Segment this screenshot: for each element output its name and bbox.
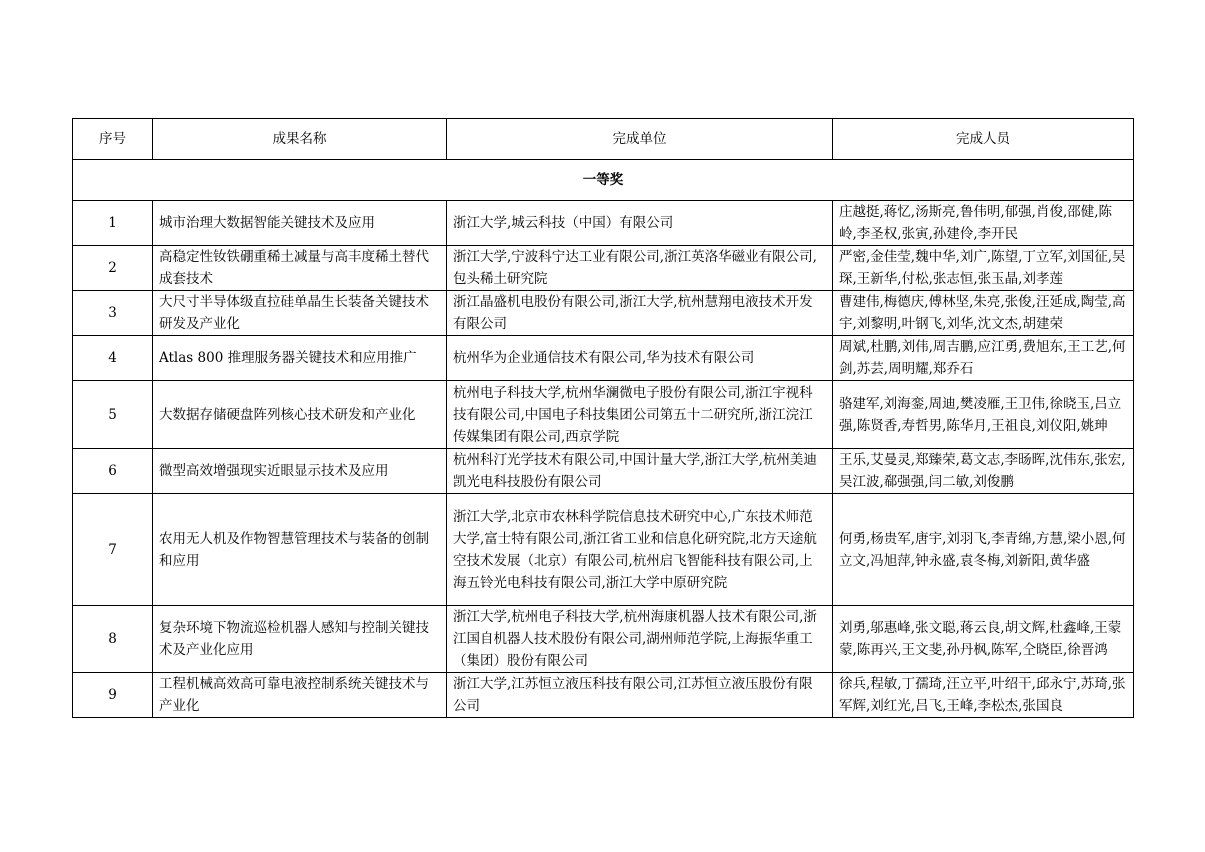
row-unit: 杭州科汀光学技术有限公司,中国计量大学,浙江大学,杭州美迪凯光电科技股份有限公司 [447, 449, 833, 494]
row-unit: 浙江大学,城云科技（中国）有限公司 [447, 201, 833, 246]
row-name: 微型高效增强现实近眼显示技术及应用 [153, 449, 447, 494]
row-name: 大尺寸半导体级直拉硅单晶生长装备关键技术研发及产业化 [153, 291, 447, 336]
header-people: 完成人员 [833, 119, 1134, 160]
row-name: 大数据存储硬盘阵列核心技术研发和产业化 [153, 381, 447, 449]
row-no: 5 [73, 381, 153, 449]
row-name: 复杂环境下物流巡检机器人感知与控制关键技术及产业化应用 [153, 606, 447, 673]
row-people: 周斌,杜鹏,刘伟,周吉鹏,应江勇,费旭东,王工艺,何剑,苏芸,周明耀,郑乔石 [833, 336, 1134, 381]
row-unit: 浙江大学,江苏恒立液压科技有限公司,江苏恒立液压股份有限公司 [447, 673, 833, 718]
row-unit: 浙江晶盛机电股份有限公司,浙江大学,杭州慧翔电液技术开发有限公司 [447, 291, 833, 336]
row-people: 王乐,艾曼灵,郑臻荣,葛文志,李旸晖,沈伟东,张宏,吴江波,郗强强,闫二敏,刘俊鹏 [833, 449, 1134, 494]
table-row [73, 201, 1134, 246]
award-level-row [73, 160, 1134, 201]
row-people: 刘勇,邬惠峰,张文聪,蒋云良,胡文辉,杜鑫峰,王蒙蒙,陈再兴,王文斐,孙丹枫,陈军,仝晓臣,徐晋鸿 [833, 606, 1134, 673]
document-page [72, 118, 1133, 718]
row-no: 8 [73, 606, 153, 673]
table-body [73, 160, 1134, 718]
table-row [73, 494, 1134, 606]
table-row [73, 291, 1134, 336]
row-name: 城市治理大数据智能关键技术及应用 [153, 201, 447, 246]
table-row [73, 449, 1134, 494]
row-people: 严密,金佳莹,魏中华,刘广,陈望,丁立军,刘国征,吴琛,王新华,付松,张志恒,张玉晶,刘孝莲 [833, 246, 1134, 291]
award-table [72, 118, 1134, 718]
table-row [73, 606, 1134, 673]
header-unit: 完成单位 [447, 119, 833, 160]
header-row [73, 119, 1134, 160]
row-name: 农用无人机及作物智慧管理技术与装备的创制和应用 [153, 494, 447, 606]
row-people: 徐兵,程敏,丁孺琦,汪立平,叶绍干,邱永宁,苏琦,张军辉,刘红光,吕飞,王峰,李松杰,张国良 [833, 673, 1134, 718]
header-name: 成果名称 [153, 119, 447, 160]
row-people: 庄越挺,蒋忆,汤斯亮,鲁伟明,郁强,肖俊,邵健,陈岭,李圣权,张寅,孙建伶,李开民 [833, 201, 1134, 246]
table-row [73, 336, 1134, 381]
row-people: 曹建伟,梅德庆,傅林坚,朱亮,张俊,汪延成,陶莹,高宇,刘黎明,叶钢飞,刘华,沈文杰,胡建荣 [833, 291, 1134, 336]
row-name: Atlas 800 推理服务器关键技术和应用推广 [153, 336, 447, 381]
header-no: 序号 [73, 119, 153, 160]
award-level-label: 一等奖 [73, 160, 1134, 201]
table-row [73, 673, 1134, 718]
table-header [73, 119, 1134, 160]
row-no: 1 [73, 201, 153, 246]
row-name: 高稳定性钕铁硼重稀土减量与高丰度稀土替代成套技术 [153, 246, 447, 291]
row-unit: 杭州电子科技大学,杭州华澜微电子股份有限公司,浙江宇视科技有限公司,中国电子科技集团公司第五十二研究所,浙江浣江传媒集团有限公司,西京学院 [447, 381, 833, 449]
row-no: 6 [73, 449, 153, 494]
row-no: 2 [73, 246, 153, 291]
row-unit: 浙江大学,宁波科宁达工业有限公司,浙江英洛华磁业有限公司,包头稀土研究院 [447, 246, 833, 291]
row-no: 3 [73, 291, 153, 336]
row-unit: 杭州华为企业通信技术有限公司,华为技术有限公司 [447, 336, 833, 381]
row-unit: 浙江大学,北京市农林科学院信息技术研究中心,广东技术师范大学,富士特有限公司,浙江省工业和信息化研究院,北方天途航空技术发展（北京）有限公司,杭州启飞智能科技有限公司,上海五铃光电科技有限公司,浙江大学中原研究院 [447, 494, 833, 606]
row-no: 9 [73, 673, 153, 718]
row-unit: 浙江大学,杭州电子科技大学,杭州海康机器人技术有限公司,浙江国自机器人技术股份有限公司,湖州师范学院,上海振华重工（集团）股份有限公司 [447, 606, 833, 673]
table-row [73, 381, 1134, 449]
table-row [73, 246, 1134, 291]
row-people: 骆建军,刘海銮,周迪,樊凌雁,王卫伟,徐晓玉,吕立强,陈贤香,寿哲男,陈华月,王祖良,刘仪阳,姚珅 [833, 381, 1134, 449]
row-people: 何勇,杨贵军,唐宇,刘羽飞,李青绵,方慧,梁小恩,何立文,冯旭萍,钟永盛,袁冬梅,刘新阳,黄华盛 [833, 494, 1134, 606]
row-no: 7 [73, 494, 153, 606]
row-name: 工程机械高效高可靠电液控制系统关键技术与产业化 [153, 673, 447, 718]
row-no: 4 [73, 336, 153, 381]
